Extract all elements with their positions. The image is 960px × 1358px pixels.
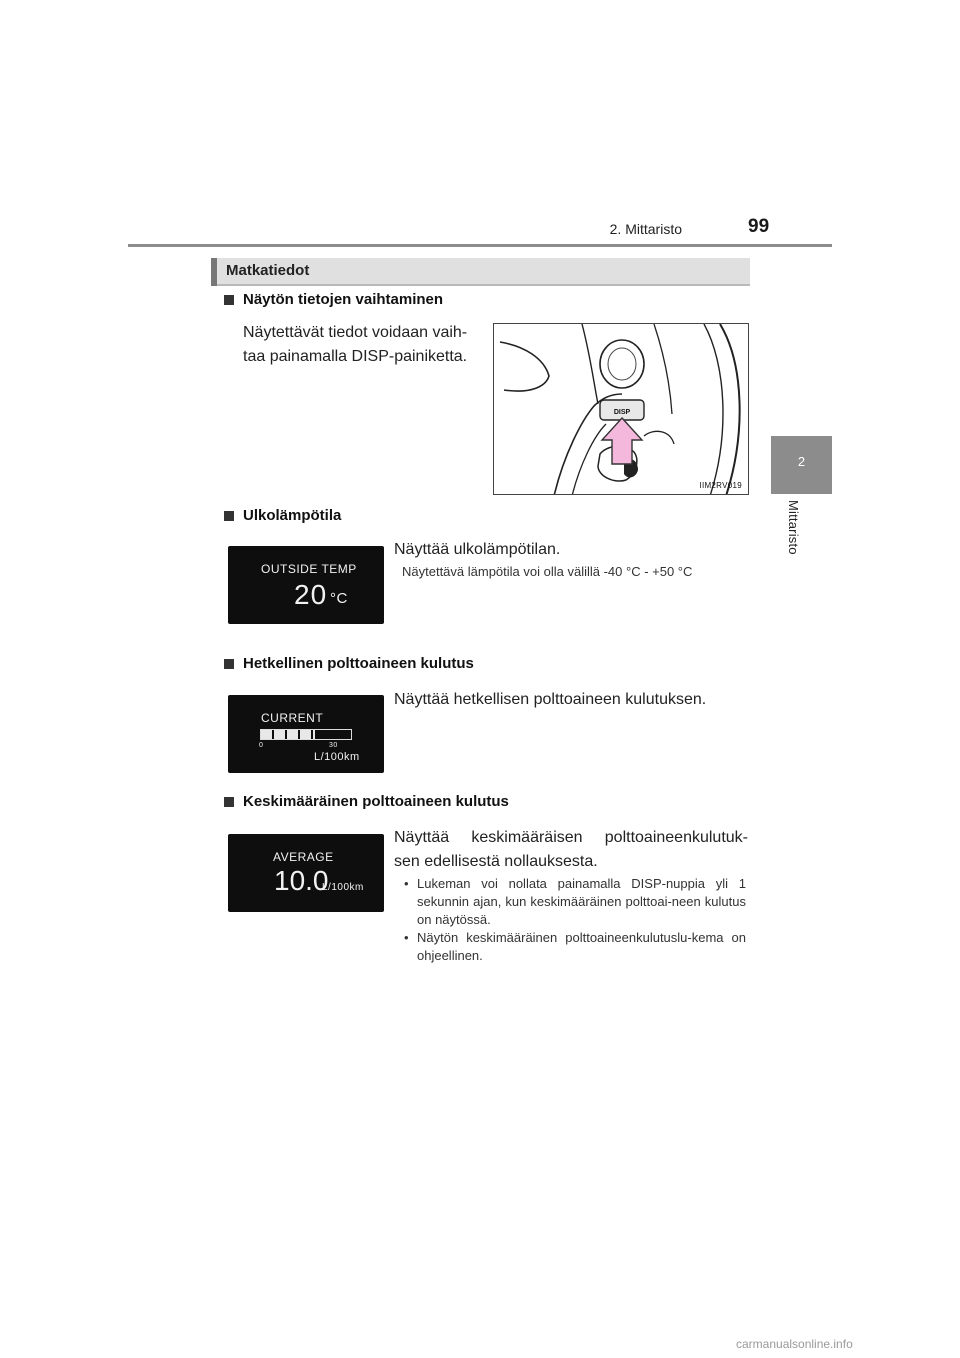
square-bullet-icon	[224, 659, 234, 669]
disp-button-label: DISP	[613, 409, 631, 416]
page-number: 99	[748, 216, 770, 237]
illustration-code: IIM2RV019	[699, 481, 742, 490]
subheading-text: Hetkellinen polttoaineen kulutus	[243, 655, 474, 672]
text-line: taa painamalla DISP-painiketta.	[243, 348, 468, 365]
text-line: Näytettävät tiedot voidaan vaih-	[243, 324, 468, 341]
subheading-outside-temp	[224, 507, 341, 524]
display-label: OUTSIDE TEMP	[261, 562, 357, 576]
average-consumption-text	[394, 826, 748, 874]
subheading-display-switch	[224, 291, 443, 308]
square-bullet-icon	[224, 295, 234, 305]
current-consumption-display	[228, 695, 384, 773]
subheading-current-consumption	[224, 655, 474, 672]
temperature-value: 20	[294, 579, 328, 610]
subheading-text: Näytön tietojen vaihtaminen	[243, 291, 444, 308]
outside-temp-note: Näytettävä lämpötila voi olla välillä -40 °C - +50 °C	[402, 564, 693, 579]
chapter-tab	[771, 436, 832, 494]
temperature-unit: °C	[330, 590, 348, 607]
steering-wheel-drawing	[494, 324, 749, 495]
section-bar-accent	[211, 258, 217, 286]
steering-wheel-disp-illustration	[493, 323, 749, 495]
square-bullet-icon	[224, 797, 234, 807]
square-bullet-icon	[224, 511, 234, 521]
outside-temp-display	[228, 546, 384, 624]
header-rule	[128, 244, 832, 247]
watermark: carmanualsonline.info	[736, 1337, 853, 1351]
chapter-number: 2	[797, 454, 806, 469]
running-header-section: 2. Mittaristo	[609, 221, 682, 237]
average-value: 10.0	[274, 865, 329, 896]
list-item: • Näytön keskimääräinen polttoaineenkulutuslu-kema on ohjeellinen.	[402, 929, 746, 965]
subheading-average-consumption	[224, 793, 509, 810]
consumption-unit: L/100km	[314, 751, 360, 763]
consumption-bar-fill	[261, 730, 315, 739]
display-label: CURRENT	[261, 711, 324, 725]
text-line: Näyttää keskimääräisen polttoaineenkulutuk-	[394, 829, 748, 846]
subheading-text: Ulkolämpötila	[243, 507, 342, 524]
scale-min-label: 0	[259, 742, 264, 749]
text-line: sen edellisestä nollauksesta.	[394, 853, 598, 870]
average-unit: L/100km	[322, 882, 364, 893]
outside-temp-text: Näyttää ulkolämpötilan.	[394, 541, 561, 558]
section-title: Matkatiedot	[226, 262, 310, 279]
scale-max-label: 30	[329, 742, 338, 749]
display-label: AVERAGE	[273, 850, 334, 864]
display-switch-text	[243, 321, 483, 369]
average-notes-list	[402, 875, 746, 965]
subheading-text: Keskimääräinen polttoaineen kulutus	[243, 793, 509, 810]
list-item: • Lukeman voi nollata painamalla DISP-nuppia yli 1 sekunnin ajan, kun keskimääräinen polttoai-neen kulutus on näytössä.	[402, 875, 746, 929]
section-title-bar	[211, 258, 750, 286]
consumption-bar-track	[260, 729, 352, 740]
average-consumption-display	[228, 834, 384, 912]
current-consumption-text: Näyttää hetkellisen polttoaineen kulutuksen.	[394, 691, 707, 708]
chapter-label: Mittaristo	[786, 500, 801, 555]
